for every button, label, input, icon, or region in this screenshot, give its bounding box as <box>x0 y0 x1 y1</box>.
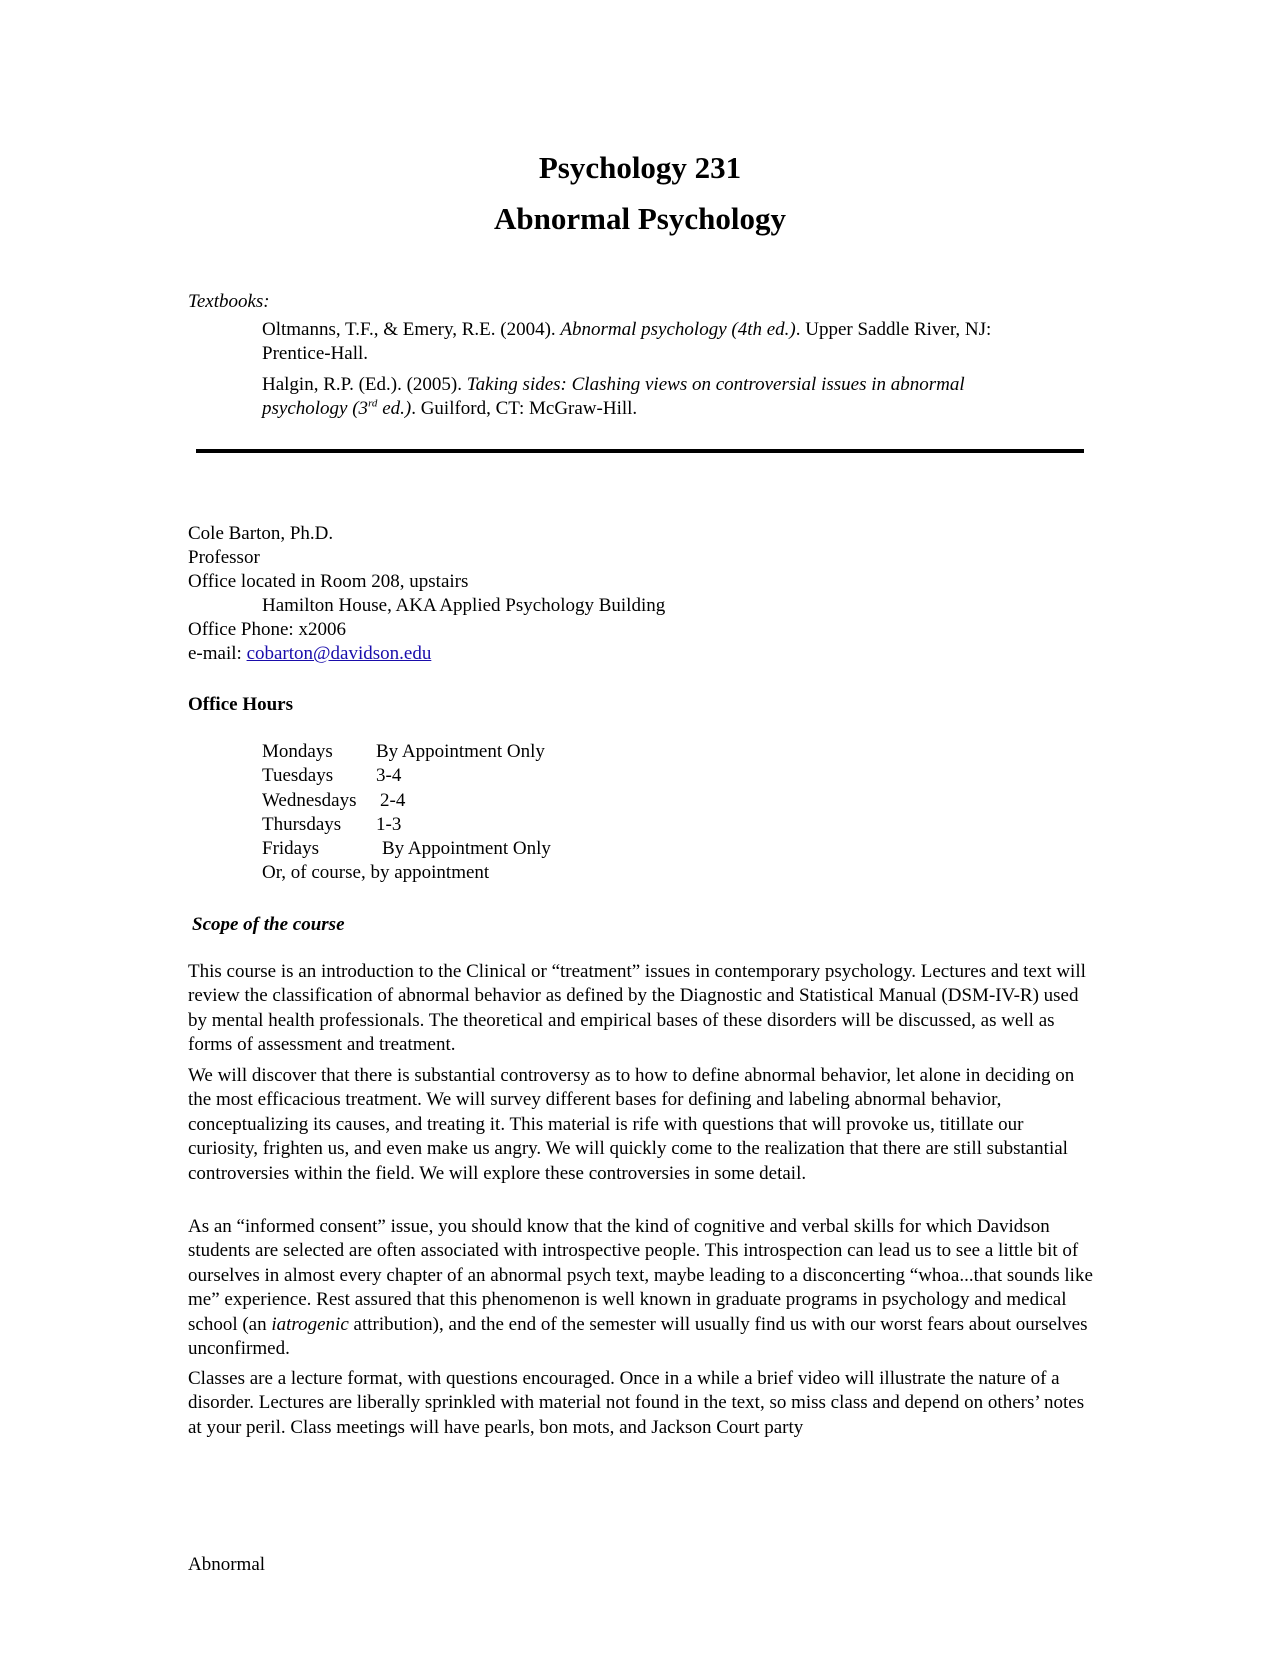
horizontal-rule <box>196 449 1084 453</box>
email-line <box>188 642 431 666</box>
email-link[interactable]: cobarton@davidson.edu <box>246 643 432 664</box>
scope-paragraph-4: Classes are a lecture format, with questions encouraged. Once in a while a brief video will illustrate the nature of a disorder. Lectures are liberally sprinkled with material not found in the text, so miss class and depend on others’ notes at your peril. Class meetings will have pearls, bon mots, and Jackson Court party <box>188 1368 1085 1438</box>
ref1-publisher-cont: Prentice-Hall. <box>262 343 369 364</box>
ref2-title: Taking sides: Clashing views on controversial issues in abnormal <box>466 374 965 395</box>
ref1-authors: Oltmanns, T.F., & Emery, R.E. (2004). <box>262 319 556 340</box>
ref2-title-cont <box>262 398 411 419</box>
scope-paragraph-2: We will discover that there is substantial controversy as to how to define abnormal behavior, let alone in deciding on the most efficacious treatment. We will survey different bases for defining and labeling abnormal behavior, conceptualizing its causes, and treating it. This material is rife with questions that will provoke us, titillate our curiosity, frighten us, and even make us angry. We will quickly come to the realization that there are still substantial controversies within the field. We will explore these controversies in some detail. <box>188 1065 1075 1184</box>
professor-role: Professor <box>188 547 260 568</box>
ref1-publisher: . Upper Saddle River, NJ: <box>795 319 992 340</box>
ref2-authors: Halgin, R.P. (Ed.). (2005). <box>262 374 463 395</box>
office-phone: Office Phone: x2006 <box>188 619 346 640</box>
hours-row <box>262 813 551 837</box>
hours-note: Or, of course, by appointment <box>262 862 490 884</box>
p3-text-b: attribution), and the end of the semester will usually find us with our worst fears about ourselves unconfirmed. <box>188 1313 1088 1360</box>
hours-day: Tuesdays <box>262 765 334 787</box>
hours-time: By Appointment Only <box>382 838 551 860</box>
hours-day: Thursdays <box>262 813 342 835</box>
hours-day: Wednesdays <box>262 789 357 811</box>
hours-row <box>262 837 551 861</box>
hours-day: Mondays <box>262 741 333 762</box>
hours-row <box>262 789 551 813</box>
ref1-title: Abnormal psychology (4th ed.) <box>560 319 796 340</box>
hours-day: Fridays <box>262 838 319 860</box>
office-hours-heading: Office Hours <box>188 694 294 715</box>
professor-name: Cole Barton, Ph.D. <box>188 523 334 544</box>
office-location: Office located in Room 208, upstairs <box>188 571 469 592</box>
ref2-title-part: psychology (3 <box>262 398 369 419</box>
hours-time: 1-3 <box>376 813 402 835</box>
hours-row <box>262 764 551 788</box>
textbooks-label: Textbooks: <box>188 291 270 312</box>
hours-time: 3-4 <box>376 765 402 787</box>
office-building: Hamilton House, AKA Applied Psychology Building <box>262 595 666 616</box>
hours-row <box>262 740 551 764</box>
p3-italic-term: iatrogenic <box>271 1313 349 1335</box>
textbook-ref-2 <box>262 373 1092 421</box>
scope-heading: Scope of the course <box>192 914 345 935</box>
email-label: e-mail: <box>188 643 247 664</box>
scope-paragraph-3 <box>188 1215 1093 1361</box>
page-footer: Abnormal <box>188 1554 266 1575</box>
course-number: Psychology 231 <box>538 150 742 185</box>
course-title: Abnormal Psychology <box>494 201 786 236</box>
office-hours-table <box>262 740 551 886</box>
ref2-title-sup: rd <box>368 397 378 410</box>
ref2-title-edition: ed.) <box>377 398 412 419</box>
textbook-ref-1 <box>262 318 1092 366</box>
ref2-publisher: . Guilford, CT: McGraw-Hill. <box>411 398 638 419</box>
hours-time: 2-4 <box>380 789 406 811</box>
p3-text-a: As an “informed consent” issue, you should know that the kind of cognitive and verbal skills for which Davidson students are selected are often associated with introspective people. This introspection can lead us to see a little bit of ourselves in almost every chapter of an abnormal psych text, maybe leading to a disconcerting “whoa...that sounds like me” experience. Rest assured that this phenomenon is well known in graduate programs in psychology and medical school (an <box>188 1216 1093 1335</box>
hours-time: By Appointment Only <box>376 741 545 762</box>
scope-paragraph-1: This course is an introduction to the Clinical or “treatment” issues in contemporary psychology. Lectures and text will review the classification of abnormal behavior as defined by the Diagnostic and Statistical Manual (DSM-IV-R) used by mental health professionals. The theoretical and empirical bases of these disorders will be discussed, as well as forms of assessment and treatment. <box>188 961 1086 1056</box>
